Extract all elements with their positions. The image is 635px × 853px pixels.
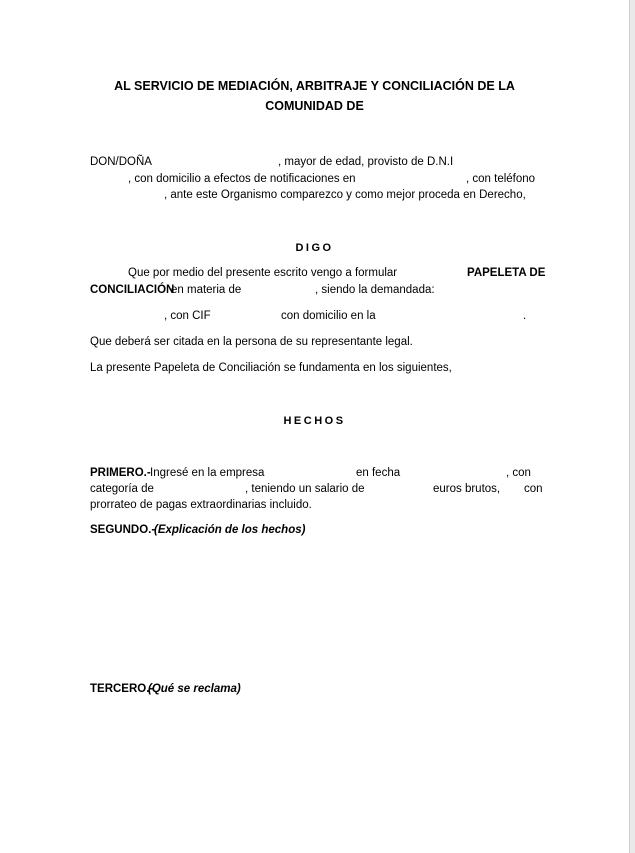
ingrese-text: Ingresé en la empresa [150, 467, 265, 479]
fundamenta-text: La presente Papeleta de Conciliación se fundamenta en los siguientes, [90, 362, 452, 374]
que-por-medio-text: Que por medio del presente escrito vengo a formular [128, 267, 398, 279]
euros-brutos-text: euros brutos, [433, 483, 501, 495]
hechos-heading: HECHOS [283, 415, 346, 427]
comparezco-text: , ante este Organismo comparezco y como mejor proceda en Derecho, [164, 189, 526, 201]
en-fecha-text: en fecha [356, 467, 401, 479]
don-dona-label: DON/DOÑA [90, 156, 152, 168]
prorrateo-text: prorrateo de pagas extraordinarias incluido. [90, 499, 312, 511]
period-text: . [523, 310, 527, 322]
tercero-note: (Qué se reclama) [148, 683, 241, 695]
document-title-line-2: COMUNIDAD DE [265, 99, 364, 113]
document-title-line-1: AL SERVICIO DE MEDIACIÓN, ARBITRAJE Y CONCILIACIÓN DE LA [114, 79, 515, 93]
conciliacion-text: CONCILIACIÓN [90, 284, 175, 296]
con-cif-text: , con CIF [164, 310, 211, 322]
primero-label: PRIMERO.- [90, 467, 151, 479]
con-domicilio-text: con domicilio en la [281, 310, 376, 322]
con-text: , con [506, 467, 531, 479]
citada-text: Que deberá ser citada en la persona de su representante legal. [90, 336, 413, 348]
papeleta-de-text: PAPELETA DE [467, 267, 546, 279]
mayor-edad-text: , mayor de edad, provisto de D.N.I [278, 156, 454, 168]
con-2-text: con [524, 483, 543, 495]
categoria-text: categoría de [90, 483, 154, 495]
domicilio-text: , con domicilio a efectos de notificaciones en [128, 173, 356, 185]
tercero-label: TERCERO.- [90, 683, 154, 695]
siendo-demandada-text: , siendo la demandada: [315, 284, 435, 296]
teniendo-salario-text: , teniendo un salario de [245, 483, 365, 495]
viewer-edge [629, 0, 635, 853]
segundo-note: (Explicación de los hechos) [154, 524, 306, 536]
telefono-text: , con teléfono [466, 173, 536, 185]
segundo-label: SEGUNDO.- [90, 524, 156, 536]
digo-heading: DIGO [295, 242, 334, 254]
en-materia-text: en materia de [171, 284, 242, 296]
